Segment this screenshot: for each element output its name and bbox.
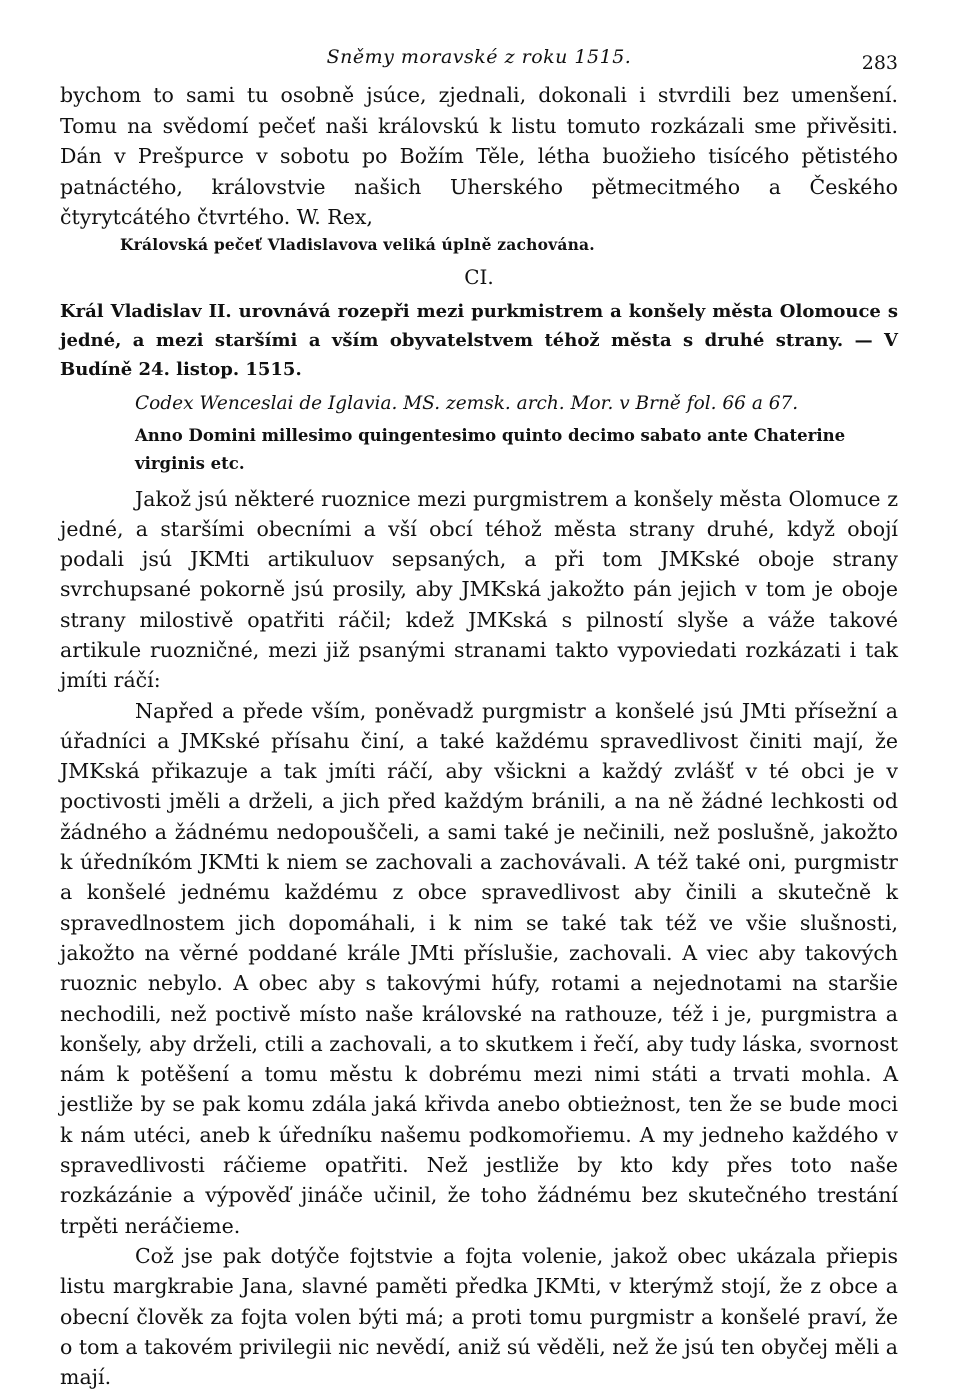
body-paragraph-3: Což jse pak dotýče fojtstvie a fojta volenie, jakož obec ukázala přiepis listu margkrabie Jana, slavné paměti předka JKMti, v kterýmž stojí, že z obce a obecní člověk za fojta volen býti má; a proti tomu purgmistr a konšelé praví, že o tom a takovém privilegii nic nevědí, aniž sú věděli, než že jsú ten obyčej měli a mají. — [60, 1243, 898, 1390]
closing-paragraph: bychom to sami tu osobně jsúce, zjednali, dokonali i stvrdili bez umenšení. Tomu na svědomí pečeť naši královskú k listu tomuto rozkázali sme přivěsiti. Dán v Prešpurce v sobotu po Božím Těle, létha buožieho tisícého pětistého patnáctého, královstvie našich Uherského pětmecitmého a Českého čtyrytcátého čtvrtého. W. Rex, — [60, 83, 898, 229]
date-line: Anno Domini millesimo quingentesimo quinto decimo sabato ante Chaterine virginis etc. — [135, 425, 846, 473]
document-summary: Král Vladislav II. urovnává rozepři mezi purkmistrem a konšely města Olomouce s jedné, a mezi staršími a vším obyvatelstvem téhož města s druhé strany. — V Budíně 24. listop. 1515. — [60, 300, 898, 380]
document-number: CI. — [464, 264, 494, 289]
running-title: Sněmy moravské z roku 1515. — [326, 46, 632, 68]
source-citation: Codex Wenceslai de Iglavia. MS. zemsk. arch. Mor. v Brně fol. 66 a 67. — [135, 392, 799, 414]
page-number: 283 — [861, 52, 898, 74]
running-head — [60, 40, 898, 80]
document-page — [60, 40, 898, 1392]
body-paragraph-1: Jakož jsú některé ruoznice mezi purgmistrem a konšely města Olomuce z jedné, a staršími obecními a vší obcí téhož města strany druhé, když obojí podali jsú JKMti artikuluov sepsaných, a při tom JMKské oboje strany svrchupsané pokorně jsú prosily, aby JMKská jakožto pán jejich v tom je oboje strany milostivě opatřiti ráčil; kdež JMKská s pilností slyše a váže takové artikule ruozničné, mezi již psanými stranami takto vypoviedati rozkázati i tak jmíti ráčí: — [60, 486, 898, 693]
seal-note: Královská pečeť Vladislavova veliká úplně zachována. — [120, 234, 595, 254]
body-paragraph-2: Napřed a přede vším, poněvadž purgmistr a konšelé jsú JMti přísežní a úřadníci a JMKské přísahu činí, a také každému spravedlivost činiti mají, že JMKská přikazuje a tak jmíti ráčí, aby všickni a každý zvlášť v té obci je v poctivosti jměli a drželi, a jich před každým bránili, a na ně žádné lechkosti od žádného a žádnému nedopouščeli, a sami také je nečinili, než poslušně, jakožto k úředníkóm JKMti k niem se zachovali a zachovávali. A též také oni, purgmistr a konšelé jednému každému z obce spravedlivost aby činili a skutečně k spravedlnostem jich dopomáhali, i k nim se také tak též ve všie slušnosti, jakožto na věrné poddané krále JMti příslušie, zachovali. A viec aby takových ruoznic nebylo. A obec aby s takovými húfy, rotami a nejednotami na staršie nechodili, než poctivě místo naše královské na rathouze, též i je, purgmistra a konšely, aby drželi, ctili a zachovali, a to skutkem i řečí, aby tudy láska, svornost nám k potěšení a tomu městu k dobrému mezi nimi státi a trvati mohla. A jestliže by se pak komu zdála jaká křivda anebo obtieżnost, ten že se bude moci k nám utéci, aneb k úředníku našemu podkomořiemu. A my jedneho každého v spravedlivosti ráčieme opatřiti. Než jestliže by kto kdy přes toto naše rozkázánie a výpověď jináče učinil, že toho žádnému bez skutečného trestání trpěti neráčieme. — [60, 698, 898, 1238]
